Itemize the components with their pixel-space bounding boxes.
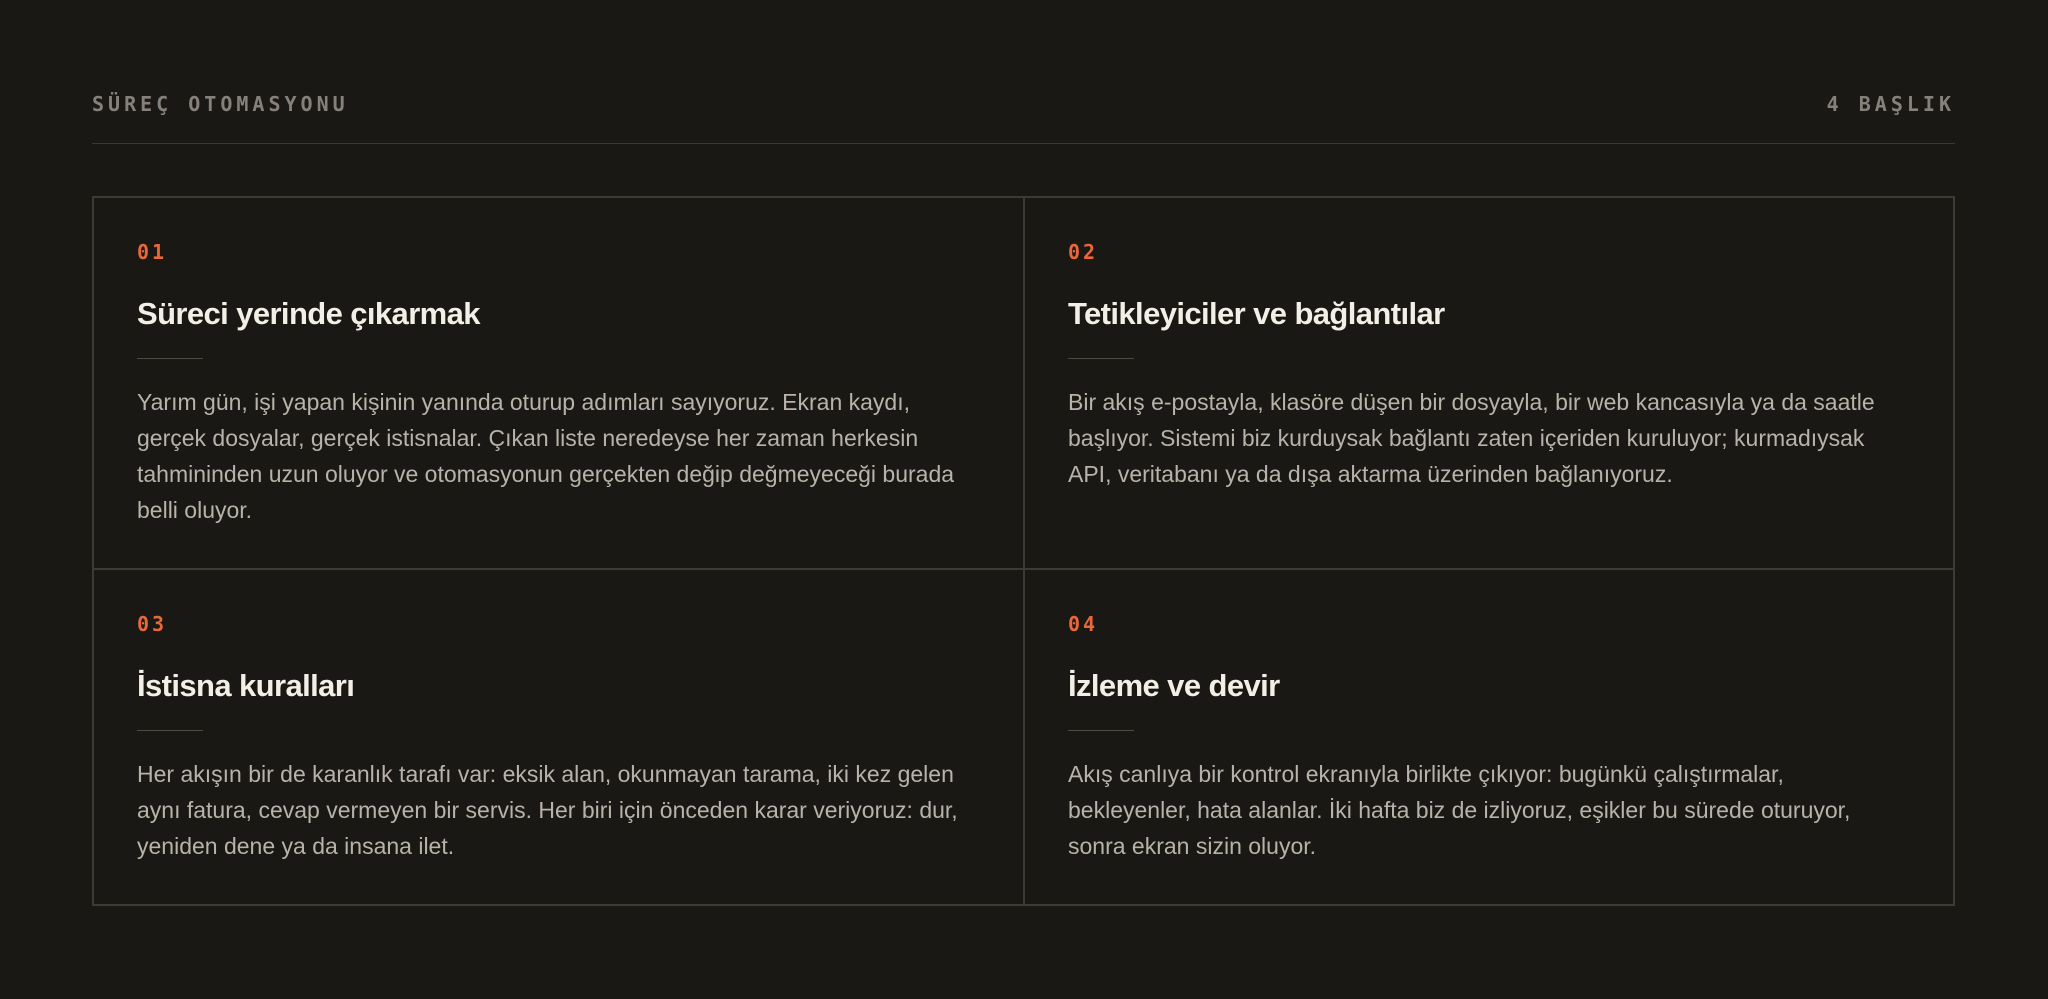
section-header bbox=[92, 88, 1955, 144]
step-description: Bir akış e-postayla, klasöre düşen bir dosyayla, bir web kancasıyla ya da saatle başlıyor. Sistemi biz kurduysak bağlantı zaten içeriden kuruluyor; kurmadıysak API, veritabanı ya da dışa aktarma üzerinden bağlanıyoruz. bbox=[1068, 389, 1875, 487]
step-description: Akış canlıya bir kontrol ekranıyla birlikte çıkıyor: bugünkü çalıştırmalar, bekleyenler, hata alanlar. İki hafta biz de izliyoruz, eşikler bu sürede oturuyor, sonra ekran sizin oluyor. bbox=[1068, 761, 1851, 859]
step-number: 04 bbox=[1068, 612, 1099, 636]
section-label: SÜREÇ OTOMASYONU bbox=[92, 92, 349, 116]
step-title: Tetikleyiciler ve bağlantılar bbox=[1068, 296, 1445, 331]
process-steps-grid bbox=[92, 196, 1955, 906]
step-description: Her akışın bir de karanlık tarafı var: eksik alan, okunmayan tarama, iki kez gelen aynı fatura, cevap vermeyen bir servis. Her biri için önceden karar veriyoruz: dur, yeniden dene ya da insana ilet. bbox=[137, 761, 958, 859]
step-title: İstisna kuralları bbox=[137, 668, 355, 703]
step-number: 03 bbox=[137, 612, 168, 636]
title-divider bbox=[1068, 730, 1134, 731]
step-card-1 bbox=[94, 198, 1025, 570]
title-divider bbox=[137, 358, 203, 359]
title-divider bbox=[1068, 358, 1134, 359]
step-title: Süreci yerinde çıkarmak bbox=[137, 296, 480, 331]
step-description: Yarım gün, işi yapan kişinin yanında oturup adımları sayıyoruz. Ekran kaydı, gerçek dosyalar, gerçek istisnalar. Çıkan liste neredeyse her zaman herkesin tahmininden uzun oluyor ve otomasyonun gerçekten değip değmeyeceği burada belli oluyor. bbox=[137, 389, 955, 523]
step-number: 02 bbox=[1068, 240, 1099, 264]
step-title: İzleme ve devir bbox=[1068, 668, 1280, 703]
topic-count-label: 4 BAŞLIK bbox=[1826, 92, 1955, 116]
step-card-4 bbox=[1025, 570, 1955, 904]
title-divider bbox=[137, 730, 203, 731]
step-card-2 bbox=[1025, 198, 1955, 570]
step-number: 01 bbox=[137, 240, 168, 264]
step-card-3 bbox=[94, 570, 1025, 904]
